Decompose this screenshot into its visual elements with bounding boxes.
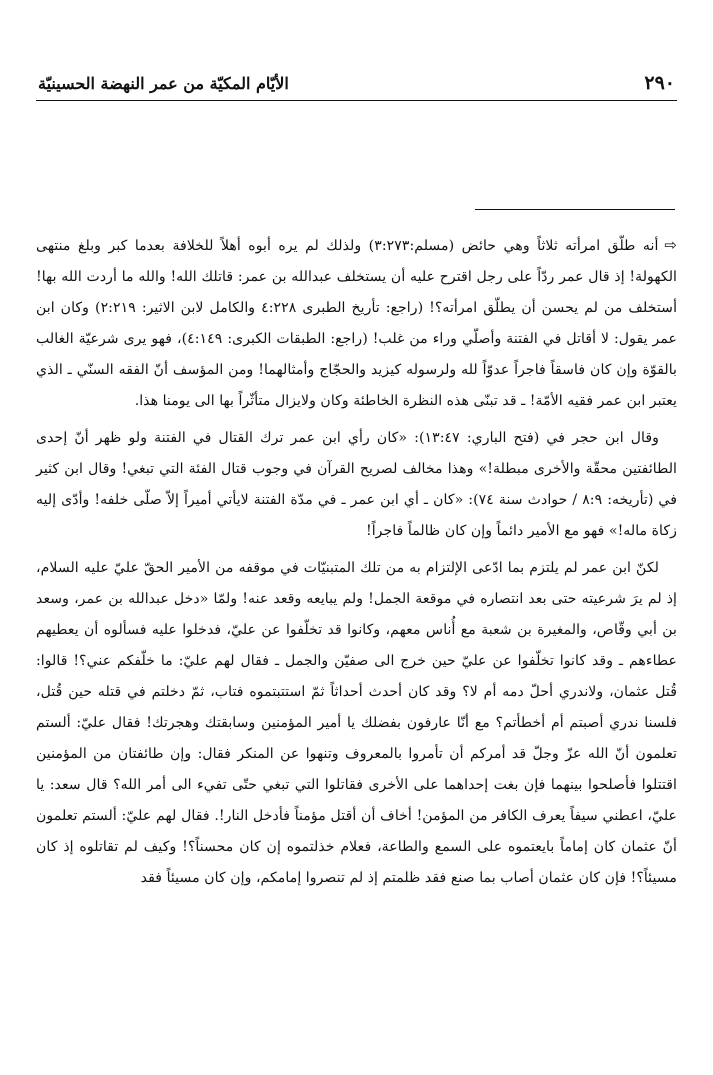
page-number: ٢٩٠: [644, 72, 675, 94]
footnote-paragraph-1-text: أنه طلّق امرأته ثلاثاً وهي حائض (مسلم:٣:٢٧٣) ولذلك لم يره أبوه أهلاً للخلافة بعدما كبر وبلغ منتهى الكهولة! إذ قال عمر ردّاً على رجل اقترح عليه أن يستخلف عبدالله بن عمر: قاتلك الله! والله ما أردت الله بها! أستخلف من لم يحسن أن يطلّق امرأته؟! (راجع: تأريخ الطبرى ٤:٢٢٨ والكامل لابن الاثير: ٢:٢١٩) وكان ابن عمر يقول: لا أقاتل في الفتنة وأصلّي وراء من غلب! (راجع: الطبقات الكبرى: ٤:١٤٩)، فهو يرى شرعيّة الغالب بالقوّة وإن كان فاسقاً فاجراً عدوّاً لله ولرسوله كيزيد والحجّاج وأمثالهما! ومن المؤسف أنّ الفقه السنّي ـ الذي يعتبر ابن عمر فقيه الأمّة! ـ قد تبنّى هذه النظرة الخاطئة وكان ولايزال متأثّراً بها الى يومنا هذا.: [36, 238, 678, 409]
footnote-paragraph-3: لكنّ ابن عمر لم يلتزم بما ادّعى الإلتزام به من تلك المتبنيّات في موقفه من الأمير الحقّ عليّ عليه السلام، إذ لم يرَ شرعيته حتى بعد انتصاره في موقعة الجمل! ولم يبايعه وقعد عنه! ولمّا «دخل عبدالله بن عمر، وسعد بن أبي وقّاص، والمغيرة بن شعبة مع أُناس معهم، وكانوا قد تخلّفوا عن عليّ، فدخلوا عليه فسألوه أن يعطيهم عطاءهم ـ وقد كانوا تخلّفوا عن عليّ حين خرج الى صفيّن والجمل ـ فقال لهم عليّ: ما خلّفكم عني؟! قالوا: قُتل عثمان، ولاندري أحلّ دمه أم لا؟ وقد كان أحدث أحداثاً ثمّ استتبتموه فتاب، ثمّ دخلتم في قتله حين قُتل، فلسنا ندري أصبتم أم أخطأتم؟ مع أنّا عارفون بفضلك يا أمير المؤمنين وسابقتك وهجرتك! فقال عليّ: ألستم تعلمون أنّ الله عزّ وجلّ قد أمركم أن تأمروا بالمعروف وتنهوا عن المنكر فقال: وإن طائفتان من المؤمنين اقتتلوا فأصلحوا بينهما فإن بغت إحداهما على الأخرى فقاتلوا التي تبغي حتّى تفيء الى أمر الله؟ قال سعد: يا عليّ، اعطني سيفاً يعرف الكافر من المؤمن! أخاف أن أقتل مؤمناً فأدخل النار!. فقال لهم عليّ: ألستم تعلمون أنّ عثمان كان إماماً بايعتموه على السمع والطاعة، فعلام خذلتموه إن كان محسناً؟! وكيف لم تقاتلوه إذ كان مسيئاً؟! فإن كان عثمان أصاب بما صنع فقد ظلمتم إذ لم تنصروا إمامكم، وإن كان مسيئاً فقد: [36, 560, 677, 886]
footnote-paragraph-1: [36, 230, 677, 417]
footnote-divider: [475, 209, 675, 210]
page-header: [38, 68, 675, 98]
header-divider: [36, 100, 677, 101]
footnote-text: [36, 230, 677, 900]
arrow-right-icon: ⇨: [664, 236, 677, 254]
footnote-paragraph-2: وقال ابن حجر في (فتح الباري: ١٣:٤٧): «كان رأي ابن عمر ترك القتال في الفتنة ولو ظهر أنّ إحدى الطائفتين محقّة والأخرى مبطلة!» وهذا مخالف لصريح القرآن في وجوب قتال الفئة التي تبغي! وقال ابن كثير في (تأريخه: ٨:٩ / حوادث سنة ٧٤): «كان ـ أي ابن عمر ـ في مدّة الفتنة لايأتي أميراً إلاّ صلّى خلفه! وأدّى إليه زكاة ماله!» فهو مع الأمير دائماً وإن كان ظالماً فاجراً!: [36, 430, 678, 539]
running-title: الأيّام المكيّة من عمر النهضة الحسينيّة: [38, 73, 289, 93]
